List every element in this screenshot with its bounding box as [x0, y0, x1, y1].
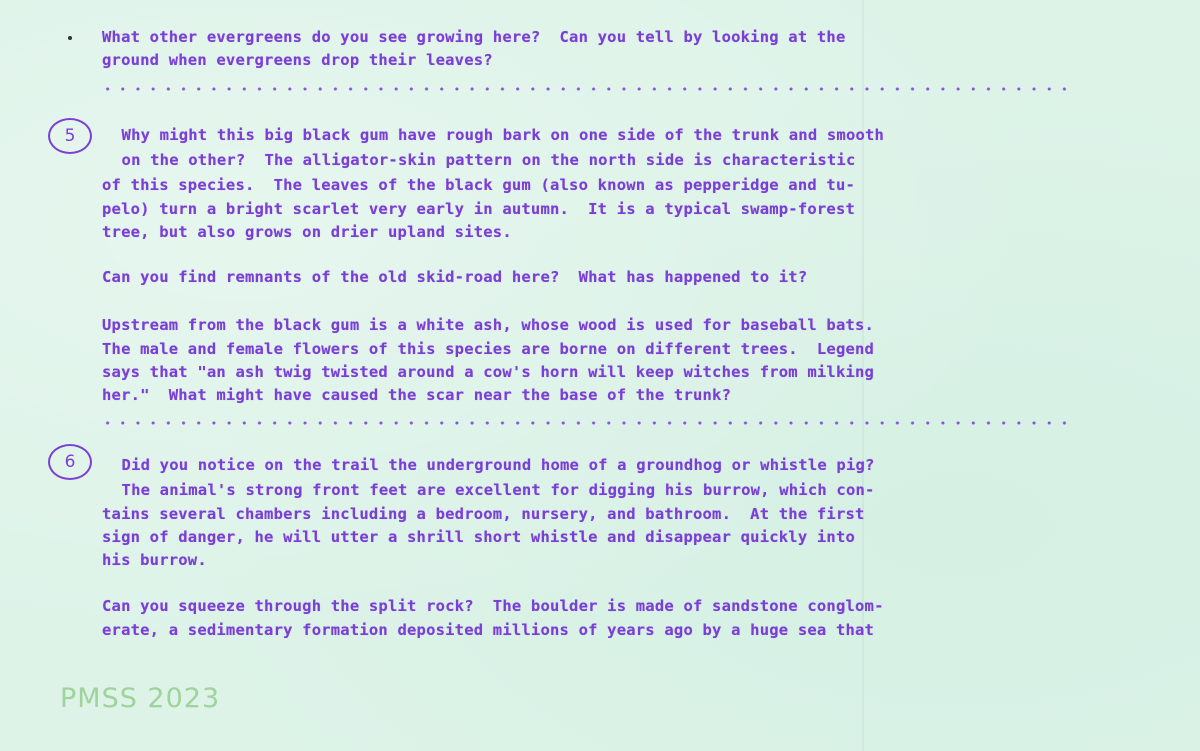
watermark-label: PMSS 2023 [60, 683, 221, 714]
stop-6-circle-icon [48, 444, 92, 480]
stop-6-line-4: sign of danger, he will utter a shrill short whistle and disappear quickly into [102, 528, 856, 546]
stop-6-line-1: Did you notice on the trail the underground home of a groundhog or whistle pig? [112, 456, 875, 474]
stop-6-line-3: tains several chambers including a bedroom, nursery, and bathroom. At the first [102, 505, 865, 523]
white-ash-line-2: The male and female flowers of this species are borne on different trees. Legend [102, 340, 875, 358]
split-rock-line-1: Can you squeeze through the split rock? The boulder is made of sandstone conglom- [102, 597, 884, 615]
white-ash-line-3: says that "an ash twig twisted around a cow's horn will keep witches from milking [102, 363, 875, 381]
stop-5-line-4: pelo) turn a bright scarlet very early in autumn. It is a typical swamp-forest [102, 200, 856, 218]
split-rock-line-2: erate, a sedimentary formation deposited millions of years ago by a huge sea that [102, 621, 875, 639]
stop-5-line-5: tree, but also grows on drier upland sites. [102, 223, 512, 241]
stop-5-number: 5 [64, 126, 76, 146]
stop-5-line-1: Why might this big black gum have rough bark on one side of the trunk and smooth [112, 126, 885, 144]
stop-5-circle-icon [48, 118, 92, 154]
dotted-separator [100, 86, 1068, 92]
white-ash-line-4: her." What might have caused the scar near the base of the trunk? [102, 386, 732, 404]
skid-road-line-1: Can you find remnants of the old skid-road here? What has happened to it? [102, 268, 808, 286]
stop-6-line-2: The animal's strong front feet are excellent for digging his burrow, which con- [112, 481, 875, 499]
stop-5-line-3: of this species. The leaves of the black gum (also known as pepperidge and tu- [102, 176, 856, 194]
stop-6-line-5: his burrow. [102, 551, 207, 569]
stray-ink-dot [68, 36, 72, 40]
dotted-separator [100, 420, 1068, 426]
evergreens-line-2: ground when evergreens drop their leaves? [102, 51, 493, 69]
stop-5-line-2: on the other? The alligator-skin pattern on the north side is characteristic [112, 151, 856, 169]
evergreens-line-1: What other evergreens do you see growing here? Can you tell by looking at the [102, 28, 846, 46]
stop-6-number: 6 [64, 452, 76, 472]
white-ash-line-1: Upstream from the black gum is a white ash, whose wood is used for baseball bats. [102, 316, 875, 334]
